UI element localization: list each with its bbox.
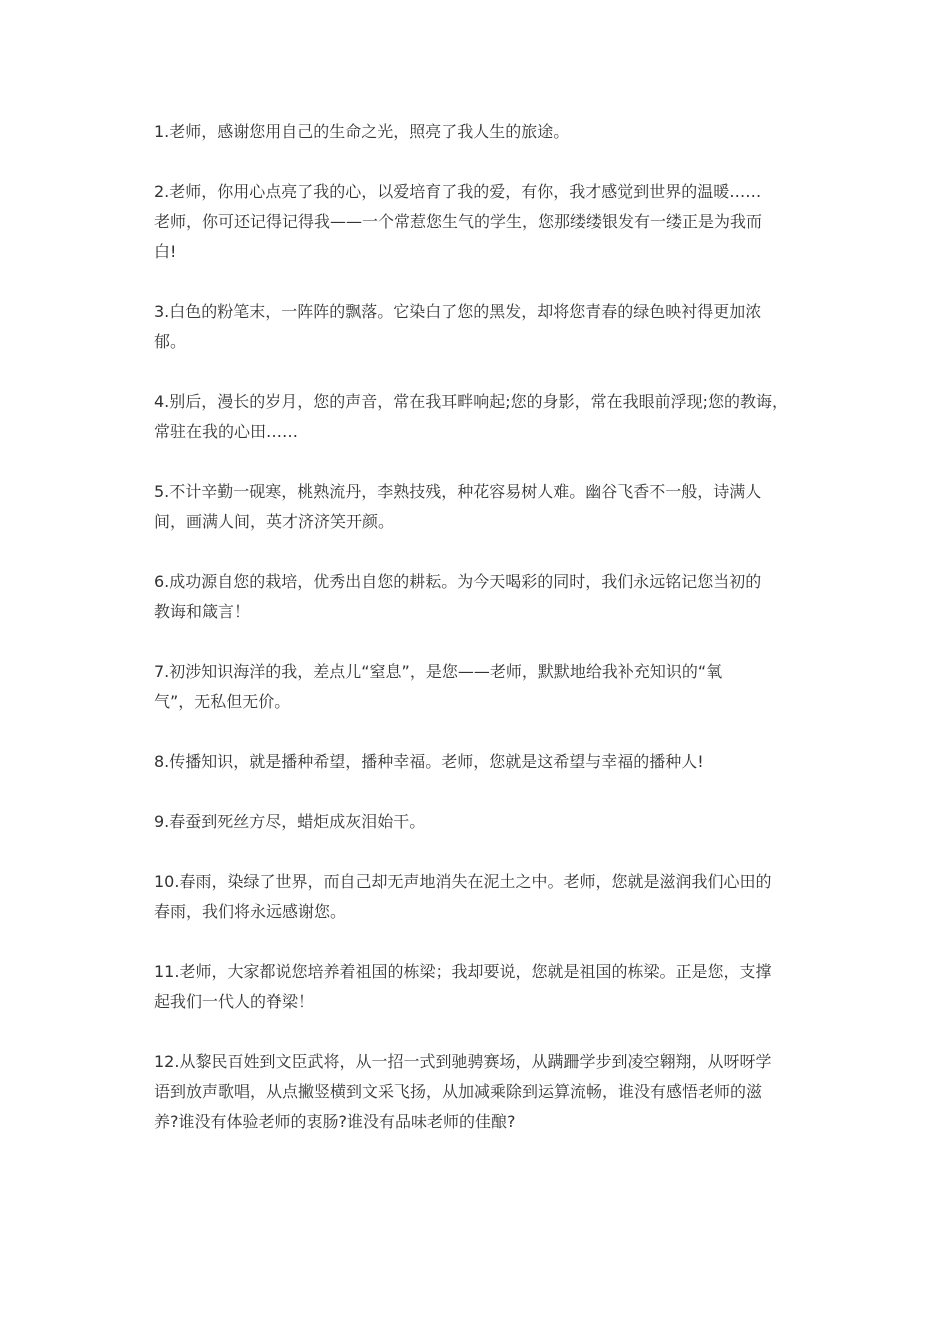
paragraph-3 <box>154 297 804 357</box>
paragraph-line: 12.从黎民百姓到文臣武将，从一招一式到驰骋赛场，从蹒跚学步到凌空翱翔，从呀呀学 <box>154 1052 772 1071</box>
paragraph-line: 养?谁没有体验老师的衷肠?谁没有品味老师的佳酿? <box>154 1112 516 1131</box>
document-body <box>154 117 804 1167</box>
paragraph-8 <box>154 747 804 777</box>
paragraph-line: 11.老师，大家都说您培养着祖国的栋梁；我却要说，您就是祖国的栋梁。正是您，支撑 <box>154 962 772 981</box>
paragraph-line: 常驻在我的心田…… <box>154 422 299 441</box>
paragraph-6 <box>154 567 804 627</box>
paragraph-7 <box>154 657 804 717</box>
paragraph-line: 1.老师，感谢您用自己的生命之光，照亮了我人生的旅途。 <box>154 122 570 141</box>
paragraph-line: 起我们一代人的脊梁！ <box>154 992 315 1011</box>
paragraph-line: 白! <box>154 242 177 261</box>
paragraph-line: 郁。 <box>154 332 187 351</box>
paragraph-line: 老师，你可还记得记得我——一个常惹您生气的学生，您那缕缕银发有一缕正是为我而 <box>154 212 763 231</box>
paragraph-line: 9.春蚕到死丝方尽，蜡炬成灰泪始干。 <box>154 812 426 831</box>
paragraph-line: 间，画满人间，英才济济笑开颜。 <box>154 512 395 531</box>
paragraph-11 <box>154 957 804 1017</box>
paragraph-12 <box>154 1047 804 1137</box>
paragraph-line: 语到放声歌唱，从点撇竖横到文采飞扬，从加减乘除到运算流畅，谁没有感悟老师的滋 <box>154 1082 763 1101</box>
paragraph-line: 7.初涉知识海洋的我，差点儿“窒息”，是您——老师，默默地给我补充知识的“氧 <box>154 662 723 681</box>
paragraph-line: 3.白色的粉笔末，一阵阵的飘落。它染白了您的黑发，却将您青春的绿色映衬得更加浓 <box>154 302 762 321</box>
paragraph-line: 10.春雨，染绿了世界，而自己却无声地消失在泥土之中。老师，您就是滋润我们心田的 <box>154 872 772 891</box>
paragraph-5 <box>154 477 804 537</box>
paragraph-9 <box>154 807 804 837</box>
paragraph-line: 8.传播知识，就是播种希望，播种幸福。老师，您就是这希望与幸福的播种人! <box>154 752 704 771</box>
paragraph-10 <box>154 867 804 927</box>
paragraph-4 <box>154 387 804 447</box>
paragraph-line: 4.别后，漫长的岁月，您的声音，常在我耳畔响起;您的身影，常在我眼前浮现;您的教诲， <box>154 392 789 411</box>
paragraph-1 <box>154 117 804 147</box>
paragraph-line: 气”，无私但无价。 <box>154 692 291 711</box>
paragraph-line: 5.不计辛勤一砚寒，桃熟流丹，李熟技残，种花容易树人难。幽谷飞香不一般，诗满人 <box>154 482 762 501</box>
paragraph-line: 6.成功源自您的栽培，优秀出自您的耕耘。为今天喝彩的同时，我们永远铭记您当初的 <box>154 572 762 591</box>
paragraph-line: 教诲和箴言！ <box>154 602 251 621</box>
paragraph-line: 春雨，我们将永远感谢您。 <box>154 902 347 921</box>
paragraph-2 <box>154 177 804 267</box>
paragraph-line: 2.老师，你用心点亮了我的心，以爱培育了我的爱，有你，我才感觉到世界的温暖…… <box>154 182 762 201</box>
